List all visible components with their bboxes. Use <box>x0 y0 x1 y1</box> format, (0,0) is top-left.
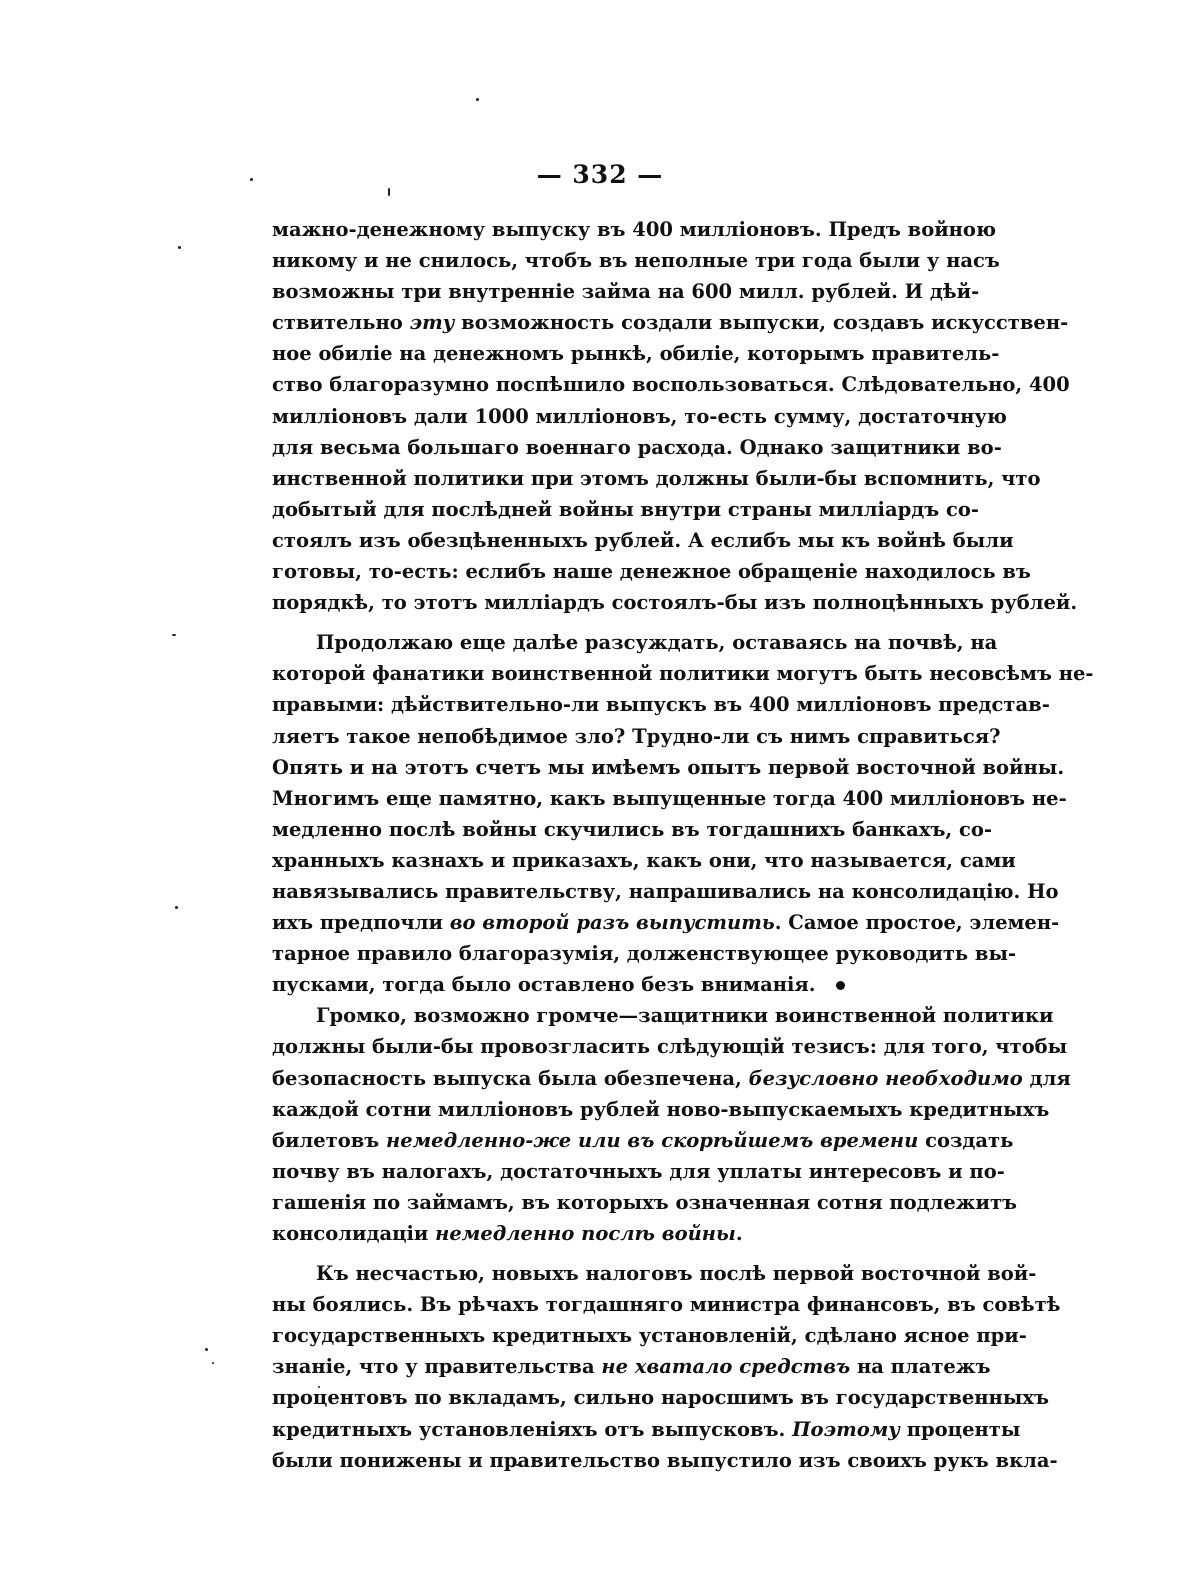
text-line: которой фанатики воинственной политики могутъ быть несовсѣмъ не- <box>272 662 1094 686</box>
text-line: готовы, то-есть: еслибъ наше денежное обращенiе находилось въ <box>272 560 1031 584</box>
text-line: для весьма большаго военнаго расхода. Однако защитники во- <box>272 435 1002 459</box>
text-line: возможны три внутреннiе займа на 600 милл. рублей. И дѣй- <box>272 280 980 304</box>
scan-speck <box>178 246 181 249</box>
text-line: государственныхъ кредитныхъ установленiй, сдѣлано ясное при- <box>272 1324 1027 1348</box>
text-line: хранныхъ казнахъ и приказахъ, какъ они, что называется, сами <box>272 848 1016 872</box>
text-line: гашенiя по займамъ, въ которыхъ означенная сотня подлежитъ <box>272 1190 1017 1214</box>
page-number: — 332 — <box>536 160 664 189</box>
text-line: кредитныхъ установленiяхъ отъ выпусковъ. Поэтому проценты <box>272 1417 1021 1441</box>
text-line: ствительно эту возможность создали выпуски, создавъ искусствен- <box>272 311 1069 335</box>
text-line: билетовъ немедленно-же или въ скорѣйшемъ времени создать <box>272 1128 1014 1152</box>
text-line: Къ несчастью, новыхъ налоговъ послѣ первой восточной вой- <box>316 1262 1037 1286</box>
text-line: инственной политики при этомъ должны были-бы вспомнить, что <box>272 466 1041 490</box>
text-line: каждой сотни миллiоновъ рублей ново-выпускаемыхъ кредитныхъ <box>272 1097 1050 1121</box>
text-line: добытый для послѣдней войны внутри страны миллiардъ со- <box>272 497 979 521</box>
text-line: порядкѣ, то этотъ миллiардъ состоялъ-бы изъ полноцѣнныхъ рублей. <box>272 591 1078 615</box>
text-line: процентовъ по вкладамъ, сильно наросшимъ въ государственныхъ <box>272 1386 1049 1410</box>
ink-blot <box>836 981 845 990</box>
text-line: почву въ налогахъ, достаточныхъ для уплаты интересовъ и по- <box>272 1159 1005 1183</box>
scan-speck <box>205 1348 208 1351</box>
text-line: Опять и на этотъ счетъ мы имѣемъ опытъ первой восточной войны. <box>272 755 1065 779</box>
text-line: ихъ предпочли во второй разъ выпустить. Самое простое, элемен- <box>272 911 1060 935</box>
text-line: безопасность выпуска была обезпечена, безусловно необходимо для <box>272 1066 1071 1090</box>
text-line: должны были-бы провозгласить слѣдующiй тезисъ: для того, чтобы <box>272 1035 1068 1059</box>
text-line: знанiе, что у правительства не хватало средствъ на платежъ <box>272 1355 991 1379</box>
text-line: навязывались правительству, напрашивались на консолидацiю. Но <box>272 879 1059 903</box>
text-line: ны боялись. Въ рѣчахъ тогдашняго министра финансовъ, въ совѣтѣ <box>272 1293 1061 1317</box>
text-line: Многимъ еще памятно, какъ выпущенные тогда 400 миллiоновъ не- <box>272 786 1067 810</box>
scan-speck <box>250 178 253 181</box>
text-line: правыми: дѣйствительно-ли выпускъ въ 400 миллiоновъ представ- <box>272 693 1050 717</box>
scan-speck <box>476 98 479 101</box>
text-line: миллiоновъ дали 1000 миллiоновъ, то-есть сумму, достаточную <box>272 404 1007 428</box>
text-line: Громко, возможно громче—защитники воинственной политики <box>316 1004 1054 1028</box>
text-line: стоялъ изъ обезцѣненныхъ рублей. А еслибъ мы къ войнѣ были <box>272 528 1014 552</box>
text-line: консолидацiи немедленно послѣ войны. <box>272 1222 743 1245</box>
scan-speck <box>172 634 176 636</box>
body-text <box>272 214 1094 1476</box>
text-line: ство благоразумно поспѣшило воспользоваться. Слѣдовательно, 400 <box>272 373 1070 397</box>
text-line: Продолжаю еще далѣе разсуждать, оставаясь на почвѣ, на <box>316 631 998 655</box>
scan-speck <box>175 906 178 909</box>
text-line: были понижены и правительство выпустило изъ своихъ рукъ вкла- <box>272 1448 1058 1472</box>
text-line: ное обилiе на денежномъ рынкѣ, обилiе, которымъ правитель- <box>272 342 1000 366</box>
scan-speck <box>388 188 390 196</box>
text-line: никому и не снилось, чтобъ въ неполные три года были у насъ <box>272 249 1000 273</box>
text-line: ляетъ такое непобѣдимое зло? Трудно-ли съ нимъ справиться? <box>272 724 1001 748</box>
text-line: пусками, тогда было оставлено безъ вниманiя. <box>272 969 940 1000</box>
text-line: медленно послѣ войны скучились въ тогдашнихъ банкахъ, со- <box>272 817 992 841</box>
scan-speck <box>212 1362 214 1364</box>
text-line: мажно-денежному выпуску въ 400 миллiоновъ. Предъ войною <box>272 218 996 241</box>
text-line: тарное правило благоразумiя, долженствующее руководить вы- <box>272 942 1017 966</box>
